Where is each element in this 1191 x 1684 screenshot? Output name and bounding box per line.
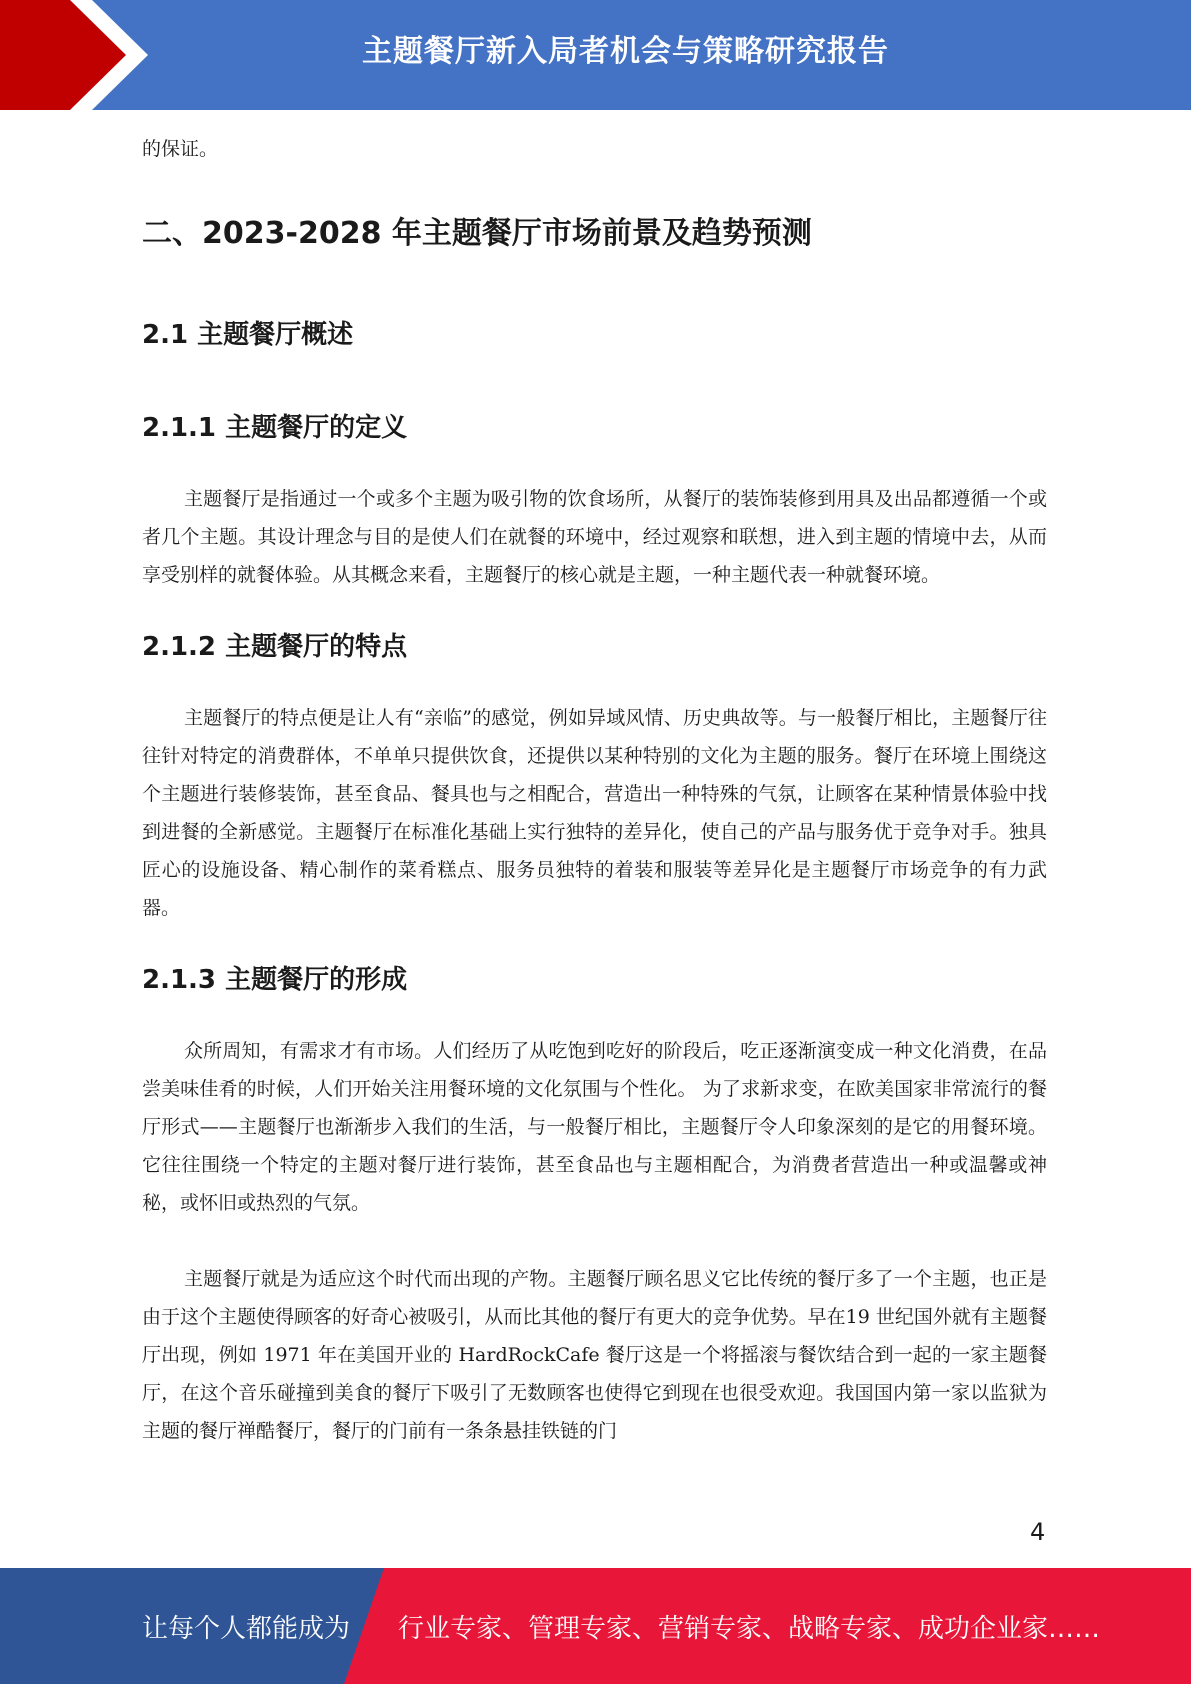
intro-fragment: 的保证。: [142, 138, 219, 160]
formation-heading: 2.1.3 主题餐厅的形成: [142, 965, 408, 995]
footer-slogan-right: 行业专家、管理专家、营销专家、战略专家、成功企业家……: [398, 1614, 1101, 1644]
features-heading: 2.1.2 主题餐厅的特点: [142, 632, 408, 662]
section-heading: 二、2023-2028 年主题餐厅市场前景及趋势预测: [142, 216, 812, 251]
subsection-heading: 2.1 主题餐厅概述: [142, 320, 354, 350]
definition-paragraph: 主题餐厅是指通过一个或多个主题为吸引物的饮食场所，从餐厅的装饰装修到用具及出品都遵循一个或者几个主题。其设计理念与目的是使人们在就餐的环境中，经过观察和联想，进入到主题的情境中去，从而享受别样的就餐体验。从其概念来看，主题餐厅的核心就是主题，一种主题代表一种就餐环境。: [142, 488, 1047, 586]
page-footer: [0, 1568, 1191, 1684]
formation-paragraph-2: 主题餐厅就是为适应这个时代而出现的产物。主题餐厅顾名思义它比传统的餐厅多了一个主题，也正是由于这个主题使得顾客的好奇心被吸引，从而比其他的餐厅有更大的竞争优势。早在19 世纪国外就有主题餐厅出现，例如 1971 年在美国开业的 HardRockCafe 餐厅这是一个将摇滚与餐饮结合到一起的一家主题餐厅，在这个音乐碰撞到美食的餐厅下吸引了无数顾客也使得它到现在也很受欢迎。我国国内第一家以监狱为主题的餐厅禅酷餐厅，餐厅的门前有一条条悬挂铁链的门: [142, 1268, 1047, 1442]
page-header: [0, 0, 1191, 110]
formation-paragraph-1: 众所周知，有需求才有市场。人们经历了从吃饱到吃好的阶段后，吃正逐渐演变成一种文化消费，在品尝美味佳肴的时候，人们开始关注用餐环境的文化氛围与个性化。 为了求新求变，在欧美国家非常流行的餐厅形式——主题餐厅也渐渐步入我们的生活，与一般餐厅相比，主题餐厅令人印象深刻的是它的用餐环境。它往往围绕一个特定的主题对餐厅进行装饰，甚至食品也与主题相配合，为消费者营造出一种或温馨或神秘，或怀旧或热烈的气氛。: [142, 1040, 1047, 1214]
definition-heading: 2.1.1 主题餐厅的定义: [142, 413, 408, 443]
page-number: 4: [1030, 1518, 1046, 1546]
report-title: 主题餐厅新入局者机会与策略研究报告: [362, 34, 889, 69]
footer-slogan-left: 让每个人都能成为: [142, 1614, 351, 1644]
document-body: [142, 130, 1047, 1450]
features-paragraph: 主题餐厅的特点便是让人有“亲临”的感觉，例如异域风情、历史典故等。与一般餐厅相比，主题餐厅往往针对特定的消费群体，不单单只提供饮食，还提供以某种特别的文化为主题的服务。餐厅在环境上围绕这个主题进行装修装饰，甚至食品、餐具也与之相配合，营造出一种特殊的气氛，让顾客在某种情景体验中找到进餐的全新感觉。主题餐厅在标准化基础上实行独特的差异化，使自己的产品与服务优于竞争对手。独具匠心的设施设备、精心制作的菜肴糕点、服务员独特的着装和服装等差异化是主题餐厅市场竞争的有力武器。: [142, 707, 1047, 919]
